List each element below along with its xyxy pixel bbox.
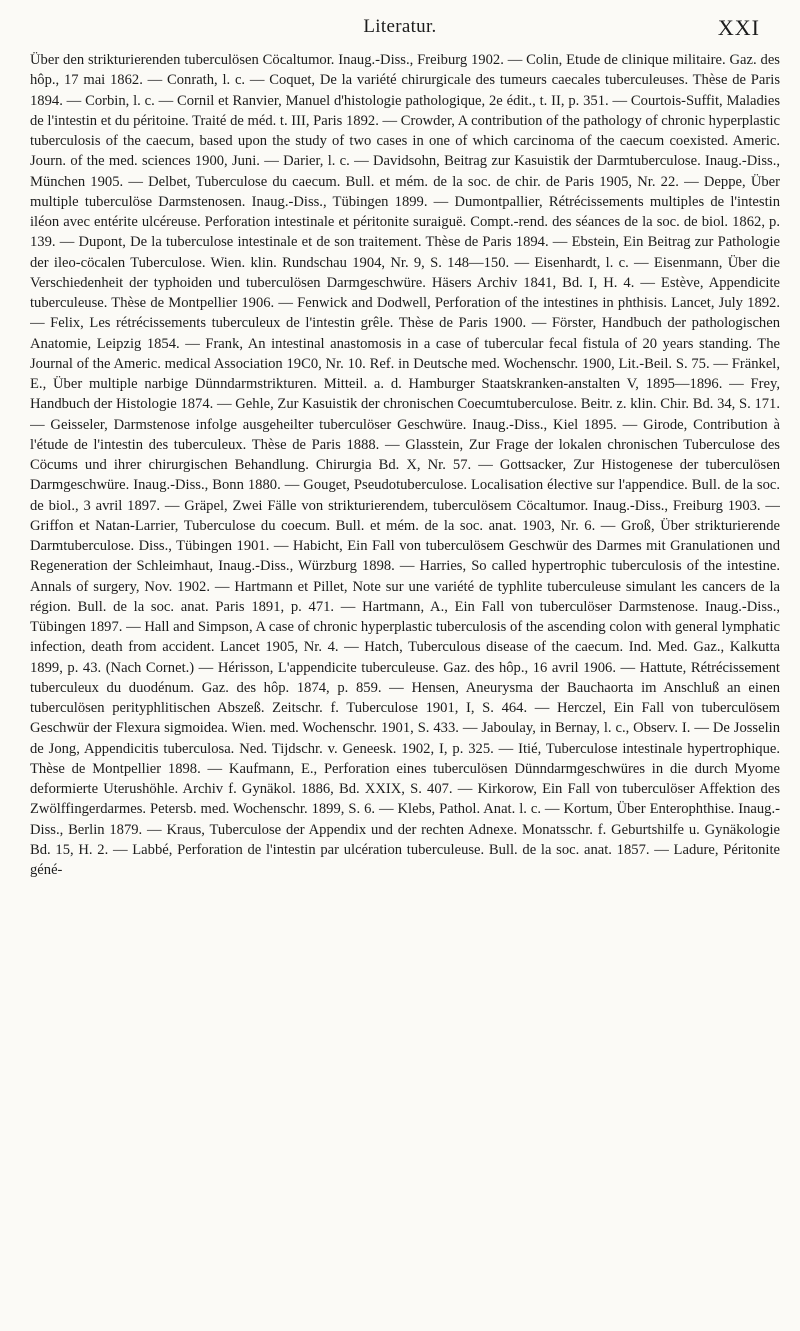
page-title: Literatur. — [363, 16, 437, 37]
bibliography-text: Über den strikturierenden tuberculösen Cöcaltumor. Inaug.-Diss., Freiburg 1902. — Colin, Etude de clinique militaire. Gaz. des hôp., 17 mai 1862. — Conrath, l. c. — Coquet, De la variété chirurgicale des tumeurs caecales tuberculeuses. Thèse de Paris 1894. — Corbin, l. c. — Cornil et Ranvier, Manuel d'histologie pathologique, 2e édit., t. II, p. 351. — Courtois-Suffit, Maladies de l'intestin et du péritoine. Traité de méd. t. III, Paris 1892. — Crowder, A contribution of the pathology of chronic hyperplastic tuberculosis of the caecum, based upon the study of two cases in one of which carcinoma of the caecum coexisted. Americ. Journ. of the med. sciences 1900, Juni. — Darier, l. c. — Davidsohn, Beitrag zur Kasuistik der Darmtuberculose. Inaug.-Diss., München 1905. — Delbet, Tuberculose du caecum. Bull. et mém. de la soc. de chir. de Paris 1905, Nr. 22. — Deppe, Über multiple tuberculöse Darmstenosen. Inaug.-Diss., Tübingen 1899. — Dumontpallier, Rétrécissements multiples de l'intestin iléon avec entérite ulcéreuse. Perforation intestinale et péritonite suraiguë. Compt.-rend. des séances de la soc. de biol. 1862, p. 139. — Dupont, De la tuberculose intestinale et de son traitement. Thèse de Paris 1894. — Ebstein, Ein Beitrag zur Pathologie der ileo-cöcalen Tuberculose. Wien. klin. Rundschau 1904, Nr. 9, S. 148—150. — Eisenhardt, l. c. — Eisenmann, Über die Verschiedenheit der typhoiden und tuberculösen Darmgeschwüre. Häsers Archiv 1841, Bd. I, H. 4. — Estève, Appendicite tuberculeuse. Thèse de Montpellier 1906. — Fenwick and Dodwell, Perforation of the intestines in phthisis. Lancet, July 1892. — Felix, Les rétrécissements tuberculeux de l'intestin grêle. Thèse de Paris 1900. — Förster, Handbuch der pathologischen Anatomie, Leipzig 1854. — Frank, An intestinal anastomosis in a case of tubercular fecal fistula of 20 years standing. The Journal of the Americ. medical Association 19C0, Nr. 10. Ref. in Deutsche med. Wochenschr. 1900, Lit.-Beil. S. 75. — Fränkel, E., Über multiple narbige Dünndarmstrikturen. Mitteil. a. d. Hamburger Staatskranken-anstalten V, 1895—1896. — Frey, Handbuch der Histologie 1874. — Gehle, Zur Kasuistik der chronischen Coecumtuberculose. Beitr. z. klin. Chir. Bd. 34, S. 171. — Geisseler, Darmstenose infolge ausgeheilter tuberculöser Geschwüre. Inaug.-Diss., Kiel 1895. — Girode, Contribution à l'étude de l'intestin des tuberculeux. Thèse de Paris 1888. — Glasstein, Zur Frage der lokalen chronischen Tuberculose des Cöcums und ihrer chirurgischen Behandlung. Chirurgia Bd. X, Nr. 57. — Gottsacker, Zur Histogenese der tuberculösen Darmgeschwüre. Inaug.-Diss., Bonn 1880. — Gouget, Pseudotuberculose. Localisation élective sur l'appendice. Bull. de la soc. de biol., 3 avril 1897. — Gräpel, Zwei Fälle von strikturierendem, tuberculösem Cöcaltumor. Inaug.-Diss., Freiburg 1903. — Griffon et Natan-Larrier, Tuberculose du coecum. Bull. et mém. de la soc. anat. 1903, Nr. 6. — Groß, Über strikturierende Darmtuberculose. Diss., Tübingen 1901. — Habicht, Ein Fall von tuberculösem Geschwür des Darmes mit Granulationen und Regeneration der Schleimhaut, Inaug.-Diss., Würzburg 1898. — Harries, So called hypertrophic tuberculosis of the intestine. Annals of surgery, Nov. 1902. — Hartmann et Pillet, Note sur une variété de typhlite tuberculeuse simulant les cancers de la région. Bull. de la soc. anat. Paris 1891, p. 471. — Hartmann, A., Ein Fall von tuberculöser Darmstenose. Inaug.-Diss., Tübingen 1897. — Hall and Simpson, A case of chronic hyperplastic tuberculosis of the ascending colon with general lymphatic infection, death from accident. Lancet 1905, Nr. 4. — Hatch, Tuberculous disease of the caecum. Ind. Med. Gaz., Kalkutta 1899, p. 43. (Nach Cornet.) — Hérisson, L'appendicite tuberculeuse. Gaz. des hôp., 16 avril 1906. — Hattute, Rétrécissement tuberculeux du duodénum. Gaz. des hôp. 1874, p. 859. — Hensen, Aneurysma der Bauchaorta im Anschluß an einen tuberculösen perityphlitischen Abszeß. Zeitschr. f. Tuberculose 1901, I, S. 464. — Herczel, Ein Fall von tuberculösem Geschwür der Flexura sigmoidea. Wien. med. Wochenschr. 1901, S. 433. — Jaboulay, in Bernay, l. c., Observ. I. — De Josselin de Jong, Appendicitis tuberculosa. Ned. Tijdschr. v. Geneesk. 1902, I, p. 325. — Itié, Tuberculose intestinale hypertrophique. Thèse de Montpellier 1898. — Kaufmann, E., Perforation eines tuberculösen Dünndarmgeschwüres in die durch Myome deformierte Uterushöhle. Archiv f. Gynäkol. 1886, Bd. XXIX, S. 407. — Kirkorow, Ein Fall von tuberculöser Affektion des Zwölffingerdarmes. Petersb. med. Wochenschr. 1899, S. 6. — Klebs, Pathol. Anat. l. c. — Kortum, Über Enterophthise. Inaug.-Diss., Berlin 1879. — Kraus, Tuberculose der Appendix und der rechten Adnexe. Monatsschr. f. Geburtshilfe u. Gynäkologie Bd. 15, H. 2. — Labbé, Perforation de l'intestin par ulcération tuberculeuse. Bull. de la soc. anat. 1857. — Ladure, Péritonite géné- — [30, 52, 780, 878]
running-header — [30, 10, 770, 46]
bibliography-block — [30, 50, 780, 1326]
page-number: XXI — [717, 15, 760, 40]
